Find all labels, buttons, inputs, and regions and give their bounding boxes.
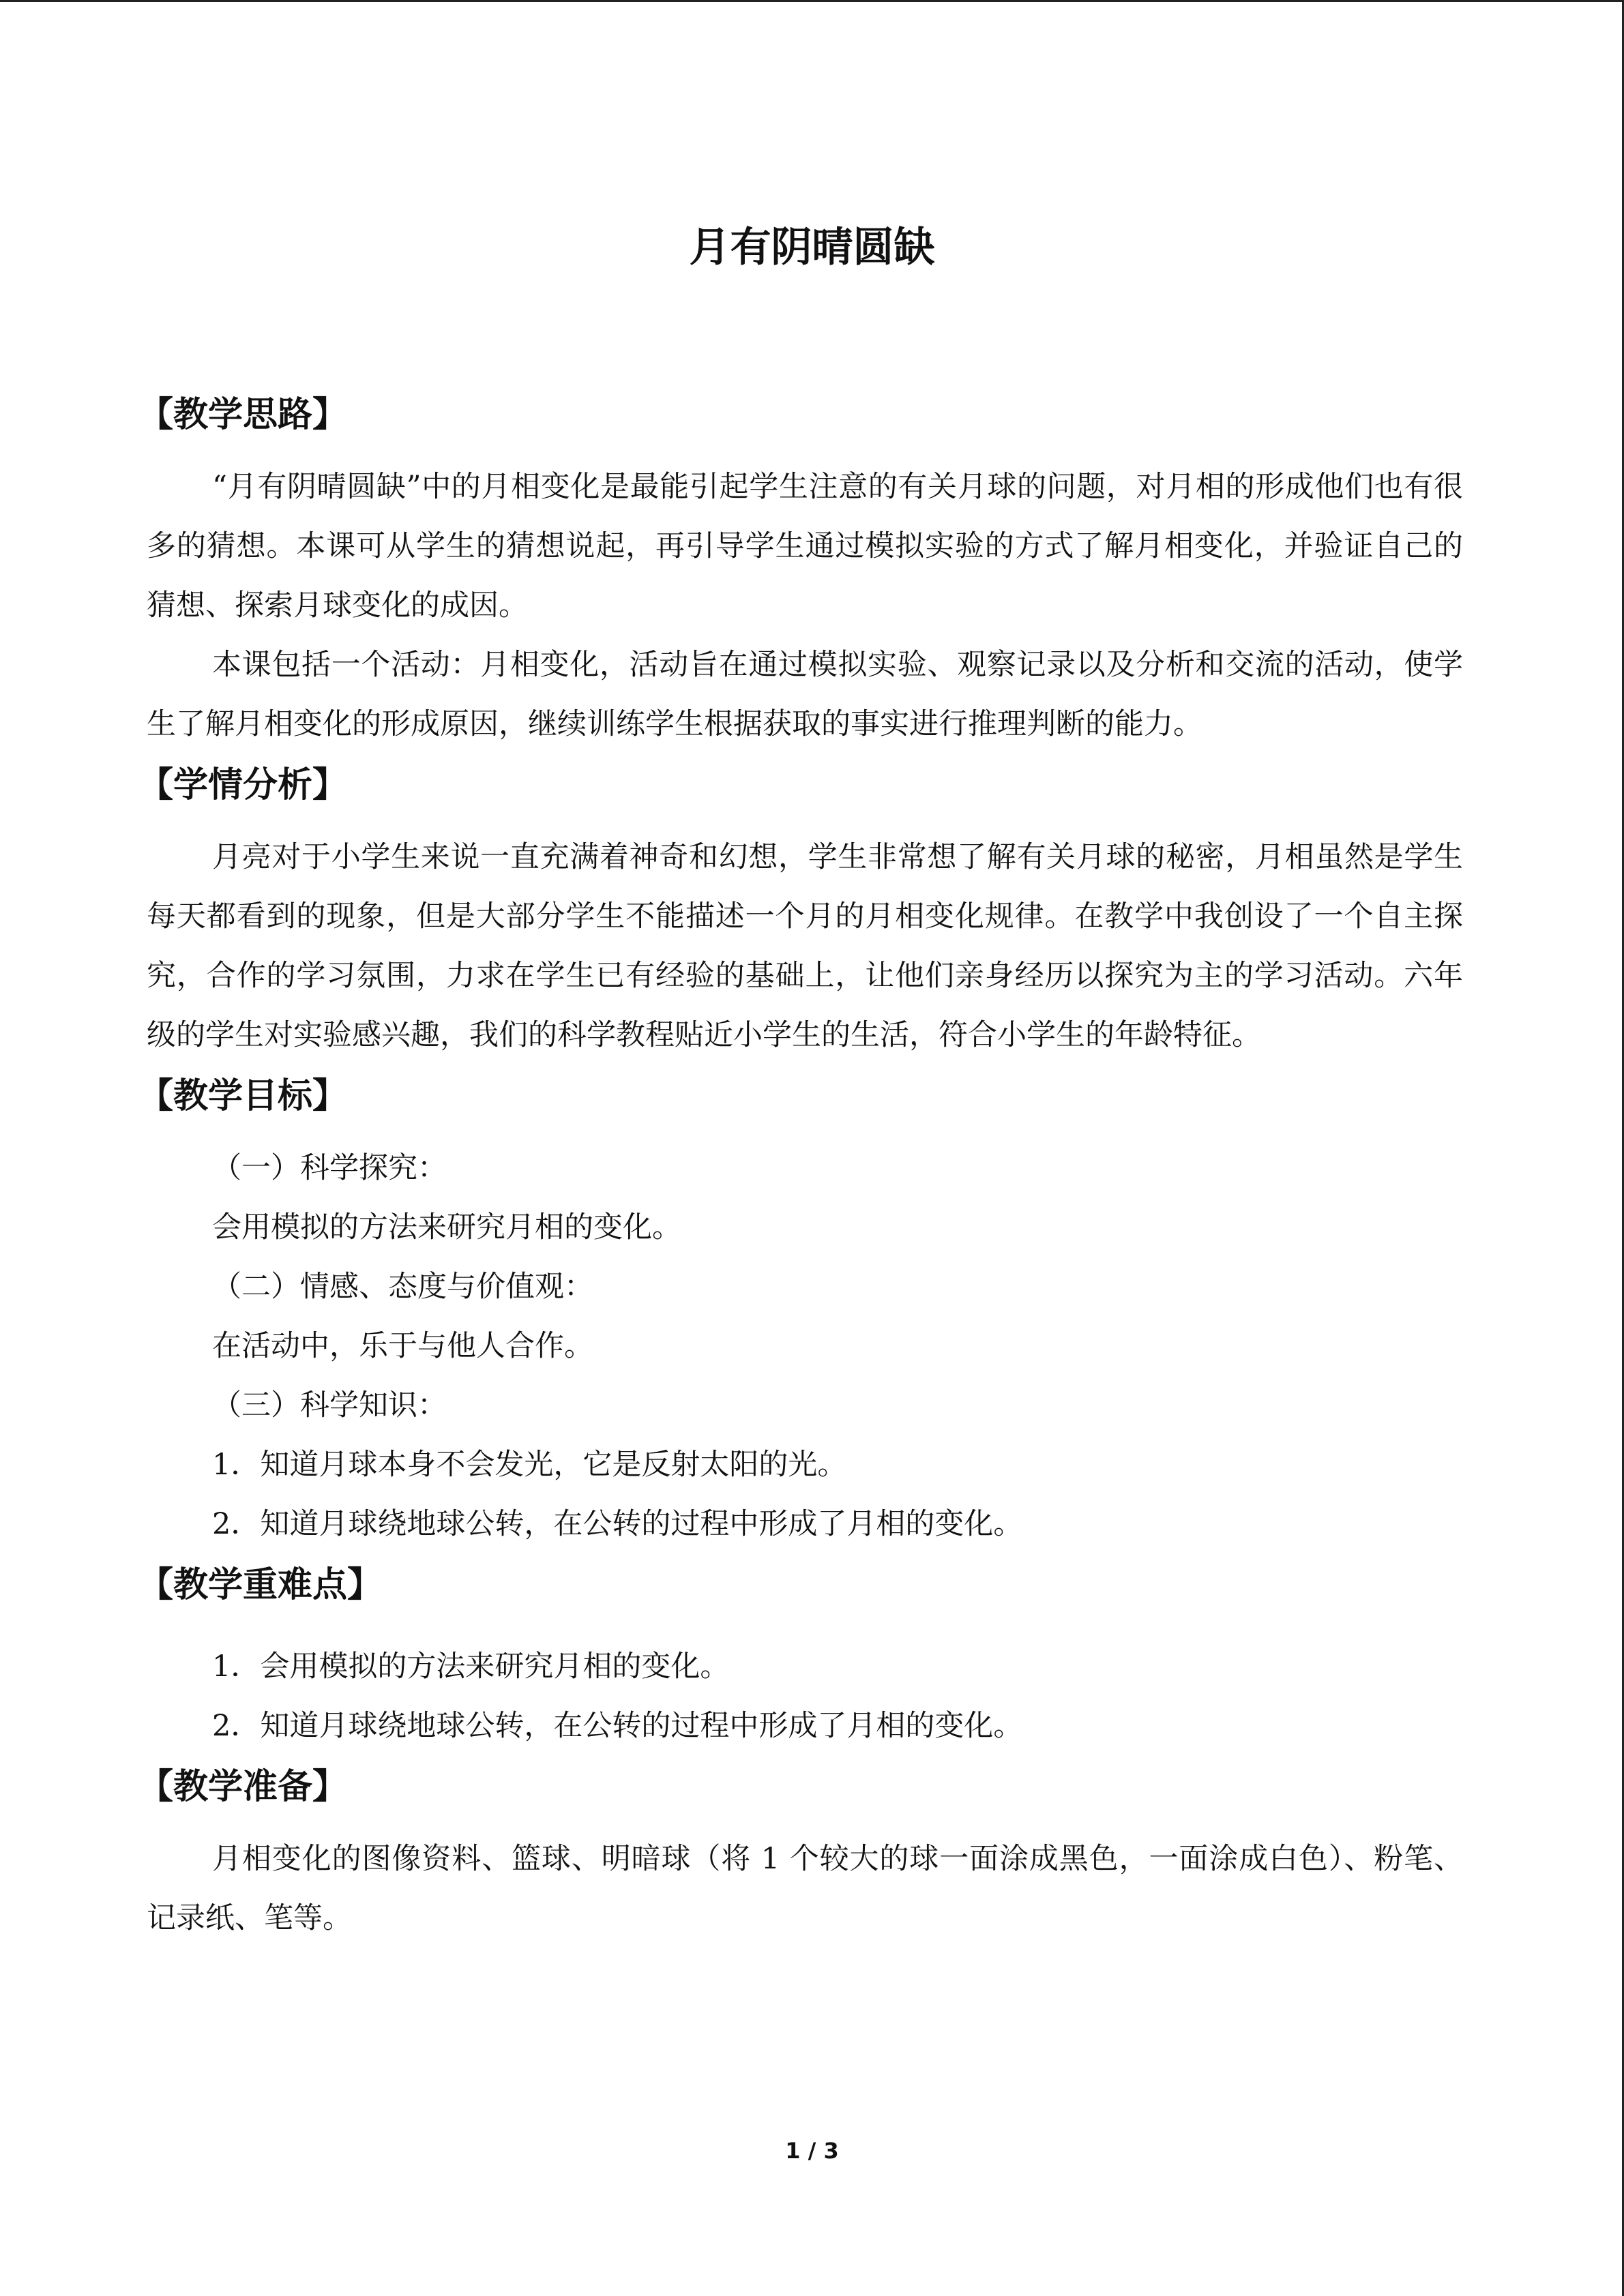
goal-item: （二）情感、态度与价值观： xyxy=(212,1270,593,1304)
heading-teaching-goals: 【教学目标】 xyxy=(138,1076,348,1116)
student-analysis-paragraph: 月亮对于小学生来说一直充满着神奇和幻想，学生非常想了解有关月球的秘密，月相虽然是学生每天都看到的现象，但是大部分学生不能描述一个月的月相变化规律。在教学中我创设了一个自主探究，合作的学习氛围，力求在学生已有经验的基础上，让他们亲身经历以探究为主的学习活动。六年级的学生对实验感兴趣，我们的科学教程贴近小学生的生活，符合小学生的年龄特征。 xyxy=(147,840,1463,1052)
preparation-paragraph: 月相变化的图像资料、篮球、明暗球（将 1 个较大的球一面涂成黑色，一面涂成白色）、粉笔、记录纸、笔等。 xyxy=(147,1842,1463,1935)
goal-item: （三）科学知识： xyxy=(212,1388,447,1422)
key-point-item: 1．会用模拟的方法来研究月相的变化。 xyxy=(212,1650,730,1684)
goal-item: 2．知道月球绕地球公转，在公转的过程中形成了月相的变化。 xyxy=(212,1507,1023,1541)
goal-item: （一）科学探究： xyxy=(212,1151,447,1185)
heading-teaching-preparation: 【教学准备】 xyxy=(138,1767,348,1807)
goal-item: 在活动中，乐于与他人合作。 xyxy=(212,1329,593,1363)
goal-item: 会用模拟的方法来研究月相的变化。 xyxy=(212,1210,681,1244)
key-point-item: 2．知道月球绕地球公转，在公转的过程中形成了月相的变化。 xyxy=(212,1709,1023,1743)
teaching-approach-paragraph-1: “月有阴晴圆缺”中的月相变化是最能引起学生注意的有关月球的问题，对月相的形成他们也有很多的猜想。本课可从学生的猜想说起，再引导学生通过模拟实验的方式了解月相变化，并验证自己的猜想、探索月球变化的成因。 xyxy=(147,470,1463,623)
heading-student-analysis: 【学情分析】 xyxy=(138,765,348,805)
document-title: 月有阴晴圆缺 xyxy=(689,224,935,271)
heading-teaching-approach: 【教学思路】 xyxy=(138,395,348,435)
page-indicator: 1 / 3 xyxy=(785,2138,839,2164)
document-body xyxy=(138,384,1463,1948)
heading-key-difficulties: 【教学重难点】 xyxy=(138,1565,383,1605)
teaching-approach-paragraph-2: 本课包括一个活动：月相变化，活动旨在通过模拟实验、观察记录以及分析和交流的活动，使学生了解月相变化的形成原因，继续训练学生根据获取的事实进行推理判断的能力。 xyxy=(147,648,1463,741)
goal-item: 1．知道月球本身不会发光，它是反射太阳的光。 xyxy=(212,1448,847,1482)
